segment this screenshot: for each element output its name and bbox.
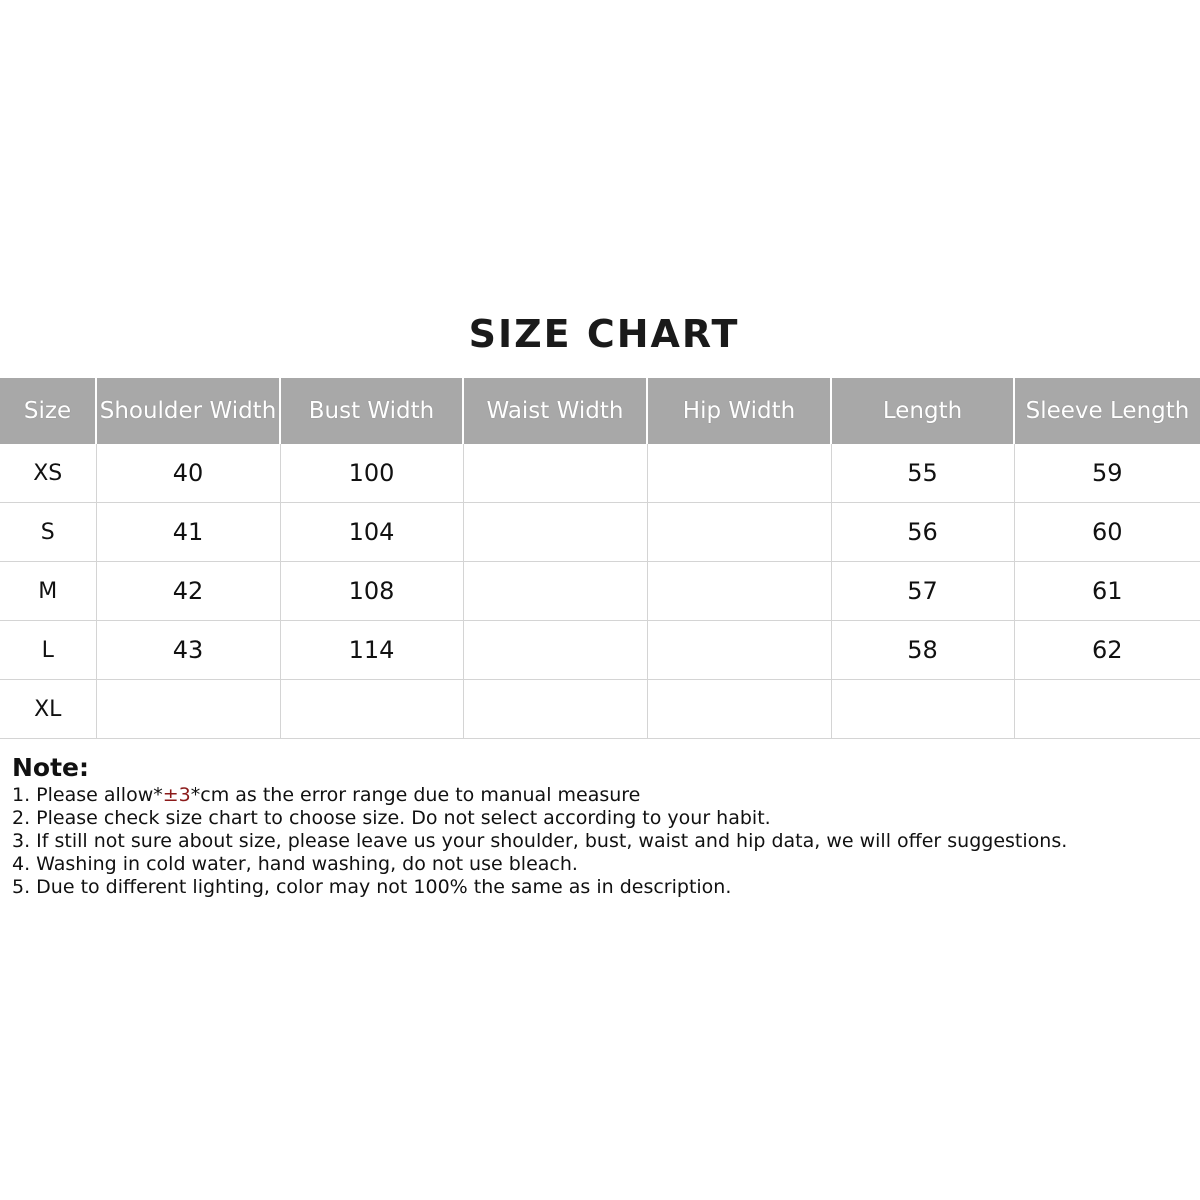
table-cell: 42 bbox=[96, 562, 280, 621]
note-item: 5. Due to different lighting, color may not 100% the same as in description. bbox=[12, 876, 732, 898]
table-cell bbox=[463, 680, 647, 739]
table-cell: 40 bbox=[96, 444, 280, 503]
table-cell-size: L bbox=[0, 621, 96, 680]
note-item: 3. If still not sure about size, please leave us your shoulder, bust, waist and hip data, we will offer suggestions. bbox=[12, 830, 1068, 852]
table-row bbox=[0, 444, 1200, 503]
table-cell: 100 bbox=[280, 444, 463, 503]
column-header-sleeve-length: Sleeve Length bbox=[1014, 378, 1200, 444]
table-cell: 60 bbox=[1014, 503, 1200, 562]
note-text: 1. Please allow* bbox=[12, 784, 163, 806]
table-row bbox=[0, 562, 1200, 621]
notes-section bbox=[12, 752, 1192, 899]
notes-heading: Note: bbox=[12, 753, 90, 782]
table-cell: 59 bbox=[1014, 444, 1200, 503]
table-header-row bbox=[0, 378, 1200, 444]
table-cell bbox=[280, 680, 463, 739]
column-header-length: Length bbox=[831, 378, 1014, 444]
column-header-hip-width: Hip Width bbox=[647, 378, 831, 444]
table-cell-size: S bbox=[0, 503, 96, 562]
table-cell-size: M bbox=[0, 562, 96, 621]
table-cell bbox=[463, 444, 647, 503]
table-row bbox=[0, 680, 1200, 739]
table-cell: 108 bbox=[280, 562, 463, 621]
table-cell: 58 bbox=[831, 621, 1014, 680]
table-cell-size: XL bbox=[0, 680, 96, 739]
table-cell: 62 bbox=[1014, 621, 1200, 680]
error-range-value: ±3 bbox=[162, 784, 191, 806]
table-cell bbox=[647, 621, 831, 680]
column-header-waist-width: Waist Width bbox=[463, 378, 647, 444]
note-item bbox=[12, 784, 1192, 807]
table-cell bbox=[647, 680, 831, 739]
table-cell bbox=[463, 562, 647, 621]
table-cell bbox=[1014, 680, 1200, 739]
table-cell: 41 bbox=[96, 503, 280, 562]
note-item: 2. Please check size chart to choose size. Do not select according to your habit. bbox=[12, 807, 771, 829]
note-text: *cm as the error range due to manual measure bbox=[190, 784, 641, 806]
table-cell bbox=[463, 503, 647, 562]
table-cell: 56 bbox=[831, 503, 1014, 562]
size-chart-table bbox=[0, 378, 1200, 739]
column-header-shoulder-width: Shoulder Width bbox=[96, 378, 280, 444]
table-row bbox=[0, 503, 1200, 562]
note-item: 4. Washing in cold water, hand washing, do not use bleach. bbox=[12, 853, 578, 875]
column-header-bust-width: Bust Width bbox=[280, 378, 463, 444]
table-cell bbox=[463, 621, 647, 680]
table-cell bbox=[647, 562, 831, 621]
table-cell bbox=[647, 444, 831, 503]
table-cell: 61 bbox=[1014, 562, 1200, 621]
table-cell: 57 bbox=[831, 562, 1014, 621]
page-title: SIZE CHART bbox=[468, 312, 740, 356]
table-cell: 55 bbox=[831, 444, 1014, 503]
table-row bbox=[0, 621, 1200, 680]
table-cell bbox=[647, 503, 831, 562]
table-cell: 43 bbox=[96, 621, 280, 680]
table-cell: 114 bbox=[280, 621, 463, 680]
table-cell bbox=[96, 680, 280, 739]
column-header-size: Size bbox=[0, 378, 96, 444]
table-cell: 104 bbox=[280, 503, 463, 562]
table-cell bbox=[831, 680, 1014, 739]
table-cell-size: XS bbox=[0, 444, 96, 503]
